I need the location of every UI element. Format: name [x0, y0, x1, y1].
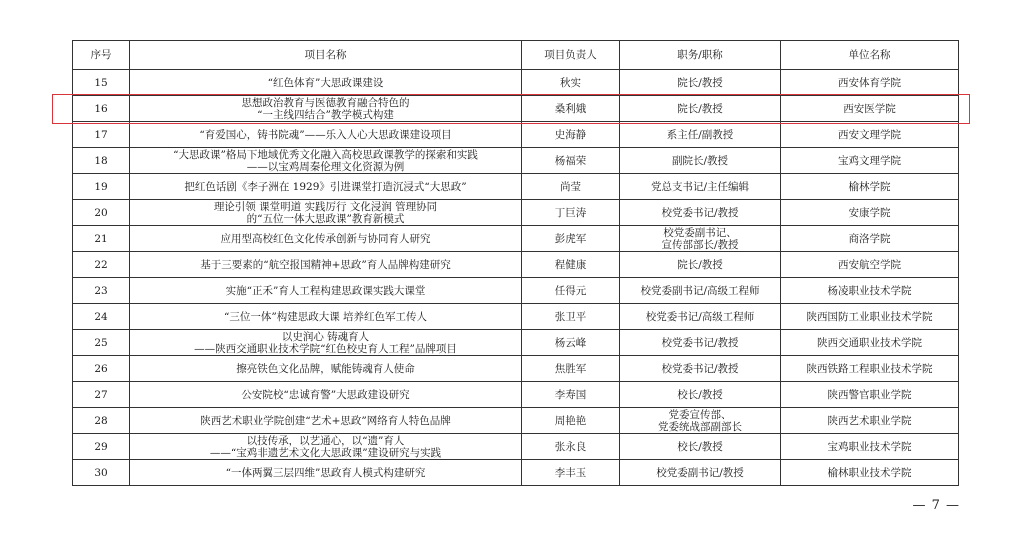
- table-row: [73, 278, 959, 304]
- cell-position-title: [620, 122, 781, 148]
- cell-position-title-line: 校党委副书记/高级工程师: [640, 284, 760, 297]
- cell-unit-name: 安康学院: [781, 200, 959, 226]
- cell-project-name-line: “一体两翼三层四维”思政育人模式构建研究: [225, 466, 426, 479]
- cell-project-name: [130, 278, 522, 304]
- cell-position-title-line: 党委统战部副部长: [658, 420, 742, 433]
- cell-project-name-line: “一主线四结合”教学模式构建: [257, 108, 394, 121]
- cell-position-title-line: 校党委书记/教授: [661, 336, 739, 349]
- cell-position-title-line: 院长/教授: [677, 258, 723, 271]
- cell-no: 29: [73, 434, 130, 460]
- cell-project-name: [130, 122, 522, 148]
- cell-project-name-line: “红色体育”大思政课建设: [267, 76, 384, 89]
- cell-project-name: [130, 70, 522, 96]
- cell-project-name: [130, 226, 522, 252]
- cell-position-title-line: 校党委副书记/教授: [656, 466, 744, 479]
- cell-unit-name: 杨凌职业技术学院: [781, 278, 959, 304]
- table-row: [73, 330, 959, 356]
- page-number: — 7 —: [912, 498, 960, 513]
- header-position-title: 职务/职称: [620, 41, 781, 70]
- cell-position-title-line: 党委宣传部、: [668, 408, 732, 421]
- table-row: [73, 382, 959, 408]
- cell-project-name-line: 擦亮铁色文化品牌，赋能铸魂育人使命: [236, 362, 415, 375]
- cell-no: 25: [73, 330, 130, 356]
- cell-project-name-line: 基于三要素的“航空报国精神+思政”育人品牌构建研究: [200, 258, 451, 271]
- project-table: [72, 40, 959, 486]
- cell-project-name: [130, 252, 522, 278]
- cell-project-name-line: ——以宝鸡周秦伦理文化资源为例: [246, 160, 405, 173]
- cell-position-title: [620, 434, 781, 460]
- cell-no: 23: [73, 278, 130, 304]
- table-row: [73, 408, 959, 434]
- cell-position-title: [620, 148, 781, 174]
- cell-unit-name: 宝鸡职业技术学院: [781, 434, 959, 460]
- cell-no: 16: [73, 96, 130, 122]
- cell-unit-name: 陕西铁路工程职业技术学院: [781, 356, 959, 382]
- cell-project-name: [130, 174, 522, 200]
- header-no: 序号: [73, 41, 130, 70]
- cell-position-title-line: 副院长/教授: [671, 154, 729, 167]
- table-row: [73, 460, 959, 486]
- header-leader: 项目负责人: [522, 41, 620, 70]
- cell-project-name-line: “大思政课”格局下地域优秀文化融入高校思政课教学的探索和实践: [173, 148, 478, 161]
- cell-no: 17: [73, 122, 130, 148]
- cell-position-title-line: 校党委书记/教授: [661, 362, 739, 375]
- cell-project-name-line: 以技传承，以艺通心，以“遗”育人: [246, 434, 405, 447]
- cell-leader: 史海静: [522, 122, 620, 148]
- cell-no: 18: [73, 148, 130, 174]
- cell-position-title: [620, 304, 781, 330]
- cell-project-name-line: 实施“正禾”育人工程构建思政课实践大课堂: [225, 284, 426, 297]
- cell-leader: 秋实: [522, 70, 620, 96]
- table-row: [73, 200, 959, 226]
- cell-unit-name: 西安体育学院: [781, 70, 959, 96]
- cell-position-title: [620, 200, 781, 226]
- cell-project-name-line: 以史润心 铸魂育人: [281, 330, 370, 343]
- cell-unit-name: 西安航空学院: [781, 252, 959, 278]
- cell-project-name-line: 公安院校“忠诚育警”大思政建设研究: [241, 388, 410, 401]
- cell-project-name: [130, 382, 522, 408]
- cell-project-name: [130, 356, 522, 382]
- cell-project-name-line: “三位一体”构建思政大课 培养红色军工传人: [223, 310, 428, 323]
- cell-leader: 张卫平: [522, 304, 620, 330]
- cell-no: 28: [73, 408, 130, 434]
- cell-leader: 杨福荣: [522, 148, 620, 174]
- table-row: [73, 226, 959, 252]
- cell-position-title-line: 宣传部部长/教授: [661, 238, 739, 251]
- table-body: [73, 70, 959, 486]
- cell-unit-name: 西安医学院: [781, 96, 959, 122]
- table-row: [73, 356, 959, 382]
- cell-unit-name: 榆林学院: [781, 174, 959, 200]
- cell-leader: 焦胜军: [522, 356, 620, 382]
- cell-position-title: [620, 278, 781, 304]
- cell-no: 20: [73, 200, 130, 226]
- cell-leader: 任得元: [522, 278, 620, 304]
- cell-position-title: [620, 382, 781, 408]
- cell-position-title-line: 院长/教授: [677, 102, 723, 115]
- cell-leader: 杨云峰: [522, 330, 620, 356]
- cell-leader: 桑利娥: [522, 96, 620, 122]
- cell-no: 24: [73, 304, 130, 330]
- cell-position-title: [620, 408, 781, 434]
- cell-project-name: [130, 304, 522, 330]
- cell-unit-name: 陕西警官职业学院: [781, 382, 959, 408]
- cell-project-name-line: 把红色话剧《李子洲在 1929》引进课堂打造沉浸式“大思政”: [184, 180, 467, 193]
- cell-position-title: [620, 252, 781, 278]
- cell-unit-name: 陕西国防工业职业技术学院: [781, 304, 959, 330]
- cell-unit-name: 榆林职业技术学院: [781, 460, 959, 486]
- table-row: [73, 434, 959, 460]
- cell-leader: 张永良: [522, 434, 620, 460]
- cell-no: 21: [73, 226, 130, 252]
- cell-position-title-line: 校长/教授: [677, 440, 723, 453]
- cell-project-name-line: 应用型高校红色文化传承创新与协同育人研究: [220, 232, 431, 245]
- cell-project-name-line: ——陕西交通职业技术学院“红色校史育人工程”品牌项目: [194, 342, 457, 355]
- cell-project-name-line: 思想政治教育与医德教育融合特色的: [241, 96, 410, 109]
- cell-position-title-line: 校党委副书记、: [663, 226, 737, 239]
- cell-project-name: [130, 460, 522, 486]
- cell-no: 19: [73, 174, 130, 200]
- cell-project-name-line: 理论引领 课堂明道 实践厉行 文化浸润 管理协同: [213, 200, 438, 213]
- cell-position-title-line: 党总支书记/主任编辑: [650, 180, 750, 193]
- cell-leader: 彭虎军: [522, 226, 620, 252]
- cell-position-title-line: 院长/教授: [677, 76, 723, 89]
- cell-project-name: [130, 408, 522, 434]
- cell-no: 15: [73, 70, 130, 96]
- cell-position-title: [620, 96, 781, 122]
- table-row: [73, 122, 959, 148]
- table-row: [73, 148, 959, 174]
- cell-no: 22: [73, 252, 130, 278]
- cell-leader: 丁巨涛: [522, 200, 620, 226]
- cell-leader: 李丰玉: [522, 460, 620, 486]
- cell-position-title-line: 系主任/副教授: [666, 128, 734, 141]
- cell-project-name: [130, 330, 522, 356]
- cell-project-name-line: 的“五位一体大思政课”教育新模式: [246, 212, 405, 225]
- table-row: [73, 70, 959, 96]
- cell-project-name: [130, 148, 522, 174]
- cell-project-name-line: ——“宝鸡非遗艺术文化大思政课”建设研究与实践: [209, 446, 442, 459]
- cell-no: 26: [73, 356, 130, 382]
- cell-project-name: [130, 96, 522, 122]
- cell-position-title: [620, 330, 781, 356]
- cell-leader: 李寿国: [522, 382, 620, 408]
- cell-unit-name: 宝鸡文理学院: [781, 148, 959, 174]
- cell-unit-name: 陕西艺术职业学院: [781, 408, 959, 434]
- cell-no: 27: [73, 382, 130, 408]
- table-row: [73, 252, 959, 278]
- header-unit-name: 单位名称: [781, 41, 959, 70]
- cell-project-name: [130, 200, 522, 226]
- cell-position-title-line: 校长/教授: [677, 388, 723, 401]
- table-row: [73, 96, 959, 122]
- cell-position-title-line: 校党委书记/高级工程师: [645, 310, 755, 323]
- cell-no: 30: [73, 460, 130, 486]
- table-header-row: [73, 41, 959, 70]
- cell-position-title: [620, 70, 781, 96]
- cell-position-title: [620, 460, 781, 486]
- header-project-name: 项目名称: [130, 41, 522, 70]
- cell-unit-name: 西安文理学院: [781, 122, 959, 148]
- cell-project-name: [130, 434, 522, 460]
- cell-project-name-line: 陕西艺术职业学院创建“艺术+思政”网络育人特色品牌: [200, 414, 451, 427]
- cell-leader: 周艳艳: [522, 408, 620, 434]
- table-row: [73, 304, 959, 330]
- cell-position-title: [620, 174, 781, 200]
- cell-leader: 程健康: [522, 252, 620, 278]
- cell-unit-name: 商洛学院: [781, 226, 959, 252]
- cell-leader: 尚莹: [522, 174, 620, 200]
- cell-position-title: [620, 226, 781, 252]
- cell-position-title: [620, 356, 781, 382]
- cell-project-name-line: “育爱国心，铸书院魂”——乐入人心大思政课建设项目: [199, 128, 452, 141]
- table-row: [73, 174, 959, 200]
- cell-position-title-line: 校党委书记/教授: [661, 206, 739, 219]
- cell-unit-name: 陕西交通职业技术学院: [781, 330, 959, 356]
